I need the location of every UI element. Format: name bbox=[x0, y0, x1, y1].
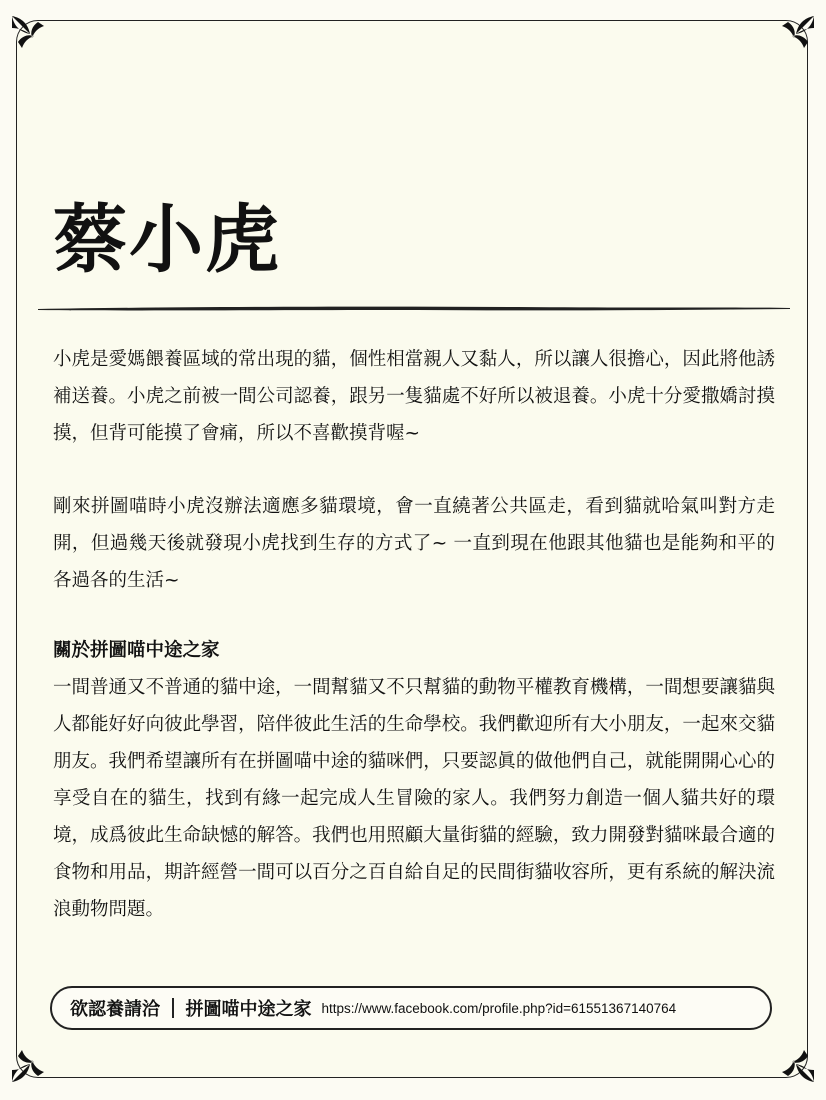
corner-ornament-icon bbox=[8, 1042, 52, 1086]
contact-banner bbox=[50, 986, 772, 1030]
description-paragraph-2: 剛來拼圖喵時小虎沒辦法適應多貓環境，會一直繞著公共區走，看到貓就哈氣叫對方走開，但過幾天後就發現小虎找到生存的方式了~ 一直到現在他跟其他貓也是能夠和平的各過各的生活~ bbox=[53, 496, 775, 591]
contact-url-link[interactable]: https://www.facebook.com/profile.php?id=61551367140764 bbox=[321, 1000, 677, 1016]
contact-separator bbox=[172, 998, 174, 1018]
corner-ornament-icon bbox=[8, 12, 52, 56]
title-divider bbox=[38, 300, 790, 316]
page-title: 蔡小虎 bbox=[53, 197, 281, 283]
corner-ornament-icon bbox=[774, 12, 818, 56]
description-paragraph-1: 小虎是愛媽餵養區域的常出現的貓，個性相當親人又黏人，所以讓人很擔心，因此將他誘補送養。小虎之前被一間公司認養，跟另一隻貓處不好所以被退養。小虎十分愛撒嬌討摸摸，但背可能摸了會痛，所以不喜歡摸背喔~ bbox=[53, 349, 775, 444]
contact-organization: 拼圖喵中途之家 bbox=[185, 999, 312, 1020]
about-heading: 關於拼圖喵中途之家 bbox=[53, 640, 220, 661]
about-paragraph: 一間普通又不普通的貓中途，一間幫貓又不只幫貓的動物平權教育機構，一間想要讓貓與人都能好好向彼此學習，陪伴彼此生活的生命學校。我們歡迎所有大小朋友，一起來交貓朋友。我們希望讓所有在拼圖喵中途的貓咪們，只要認眞的做他們自己，就能開開心心的享受自在的貓生，找到有緣一起完成人生冒險的家人。我們努力創造一個人貓共好的環境，成爲彼此生命缺憾的解答。我們也用照顧大量街貓的經驗，致力開發對貓咪最合適的食物和用品，期許經營一間可以百分之百自給自足的民間街貓收容所，更有系統的解決流浪動物問題。 bbox=[53, 677, 775, 920]
contact-label: 欲認養請洽 bbox=[70, 999, 160, 1020]
corner-ornament-icon bbox=[774, 1042, 818, 1086]
